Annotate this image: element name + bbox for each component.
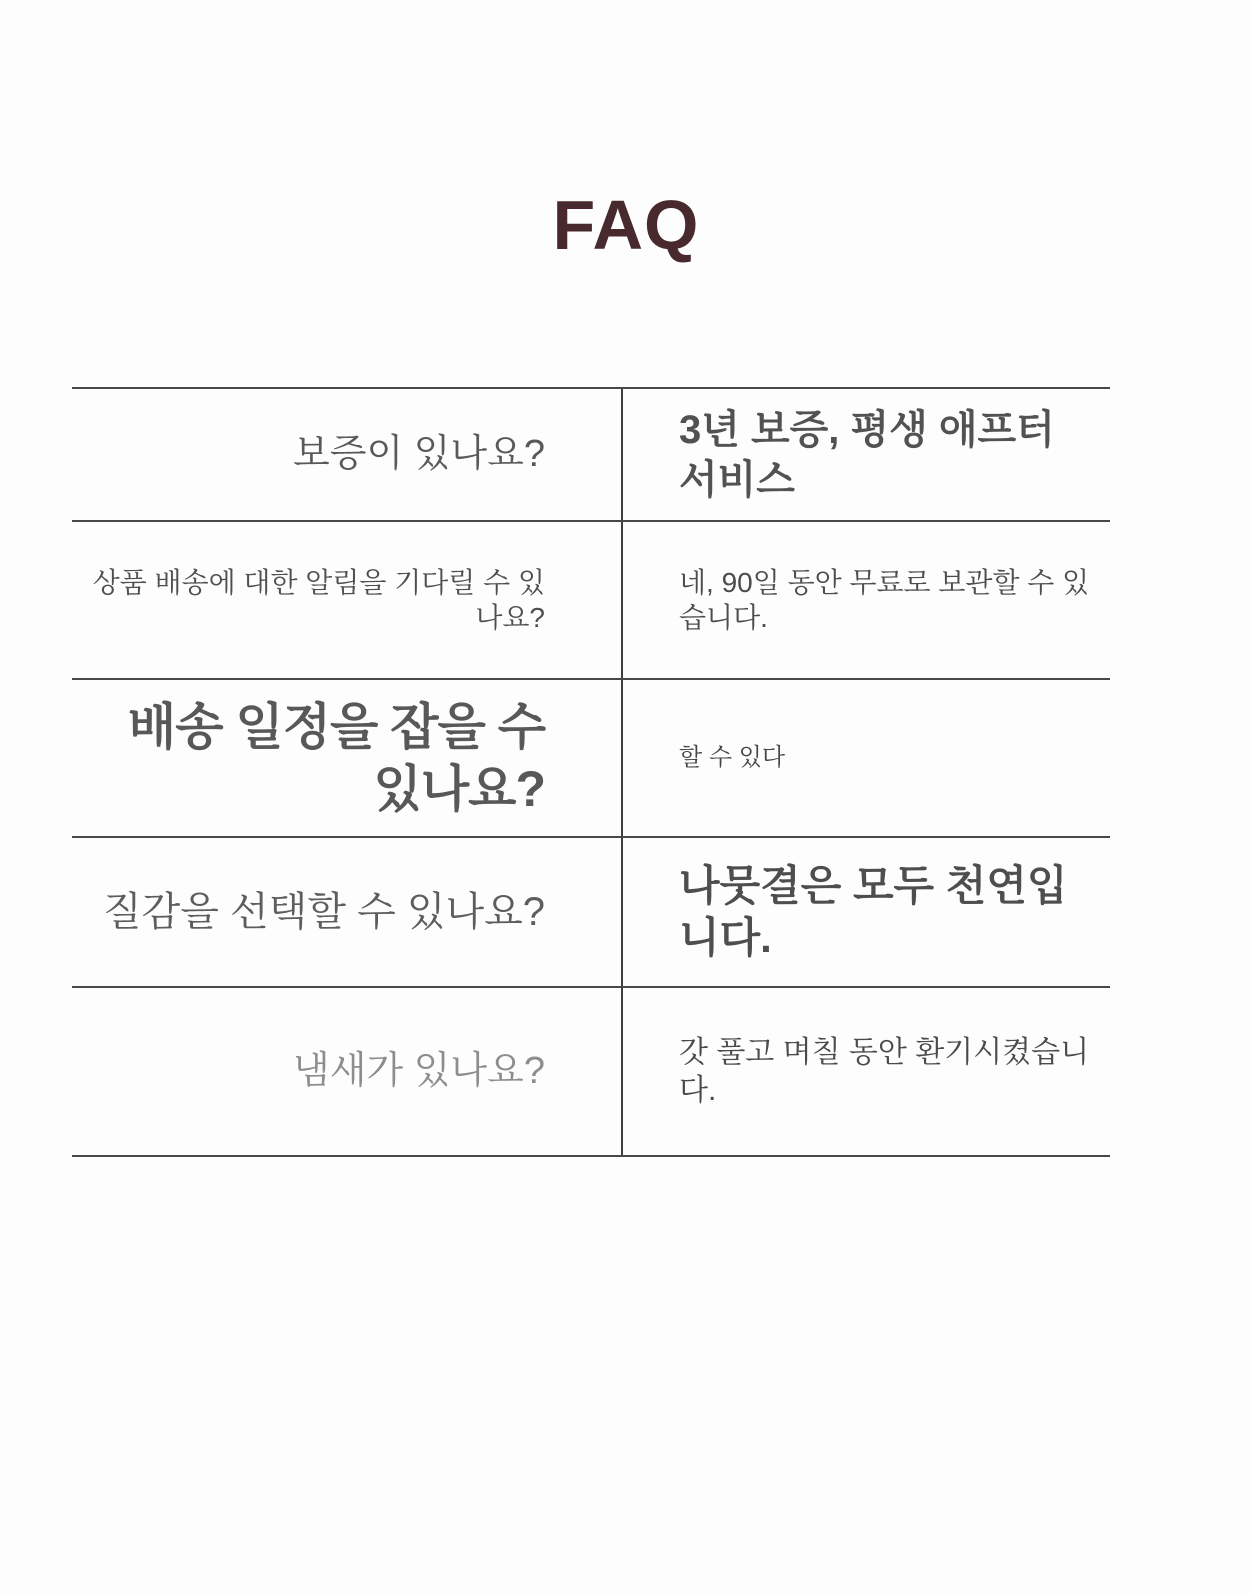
faq-question-cell: [72, 988, 623, 1155]
faq-answer-cell: [623, 522, 1110, 678]
faq-row-smell: [72, 988, 1110, 1157]
faq-answer-cell: [623, 389, 1110, 520]
faq-row-delivery-notice: [72, 522, 1110, 680]
faq-row-delivery-schedule: [72, 680, 1110, 838]
faq-answer-text: 나뭇결은 모두 천연입니다.: [679, 861, 1068, 961]
faq-table: [72, 387, 1110, 1157]
faq-row-warranty: [72, 389, 1110, 522]
faq-question-text: 냄새가 있나요?: [293, 1049, 545, 1092]
faq-answer-cell: [623, 988, 1110, 1155]
faq-row-texture: [72, 838, 1110, 988]
faq-question-cell: [72, 522, 623, 678]
faq-question-text: 배송 일정을 잡을 수 있나요?: [127, 698, 545, 817]
faq-question-cell: [72, 389, 623, 520]
faq-answer-cell: [623, 838, 1110, 986]
faq-answer-cell: [623, 680, 1110, 836]
faq-answer-text: 갓 풀고 며칠 동안 환기시켰습니다.: [679, 1036, 1090, 1107]
faq-answer-text: 3년 보증, 평생 애프터 서비스: [679, 407, 1055, 502]
faq-question-cell: [72, 680, 623, 836]
faq-question-text: 보증이 있나요?: [293, 432, 545, 475]
page-title: FAQ: [552, 186, 700, 264]
faq-answer-text: 네, 90일 동안 무료로 보관할 수 있습니다.: [679, 567, 1090, 633]
faq-question-text: 상품 배송에 대한 알림을 기다릴 수 있나요?: [92, 567, 545, 633]
faq-question-cell: [72, 838, 623, 986]
faq-answer-text: 할 수 있다: [679, 744, 786, 771]
faq-question-text: 질감을 선택할 수 있나요?: [103, 890, 545, 934]
